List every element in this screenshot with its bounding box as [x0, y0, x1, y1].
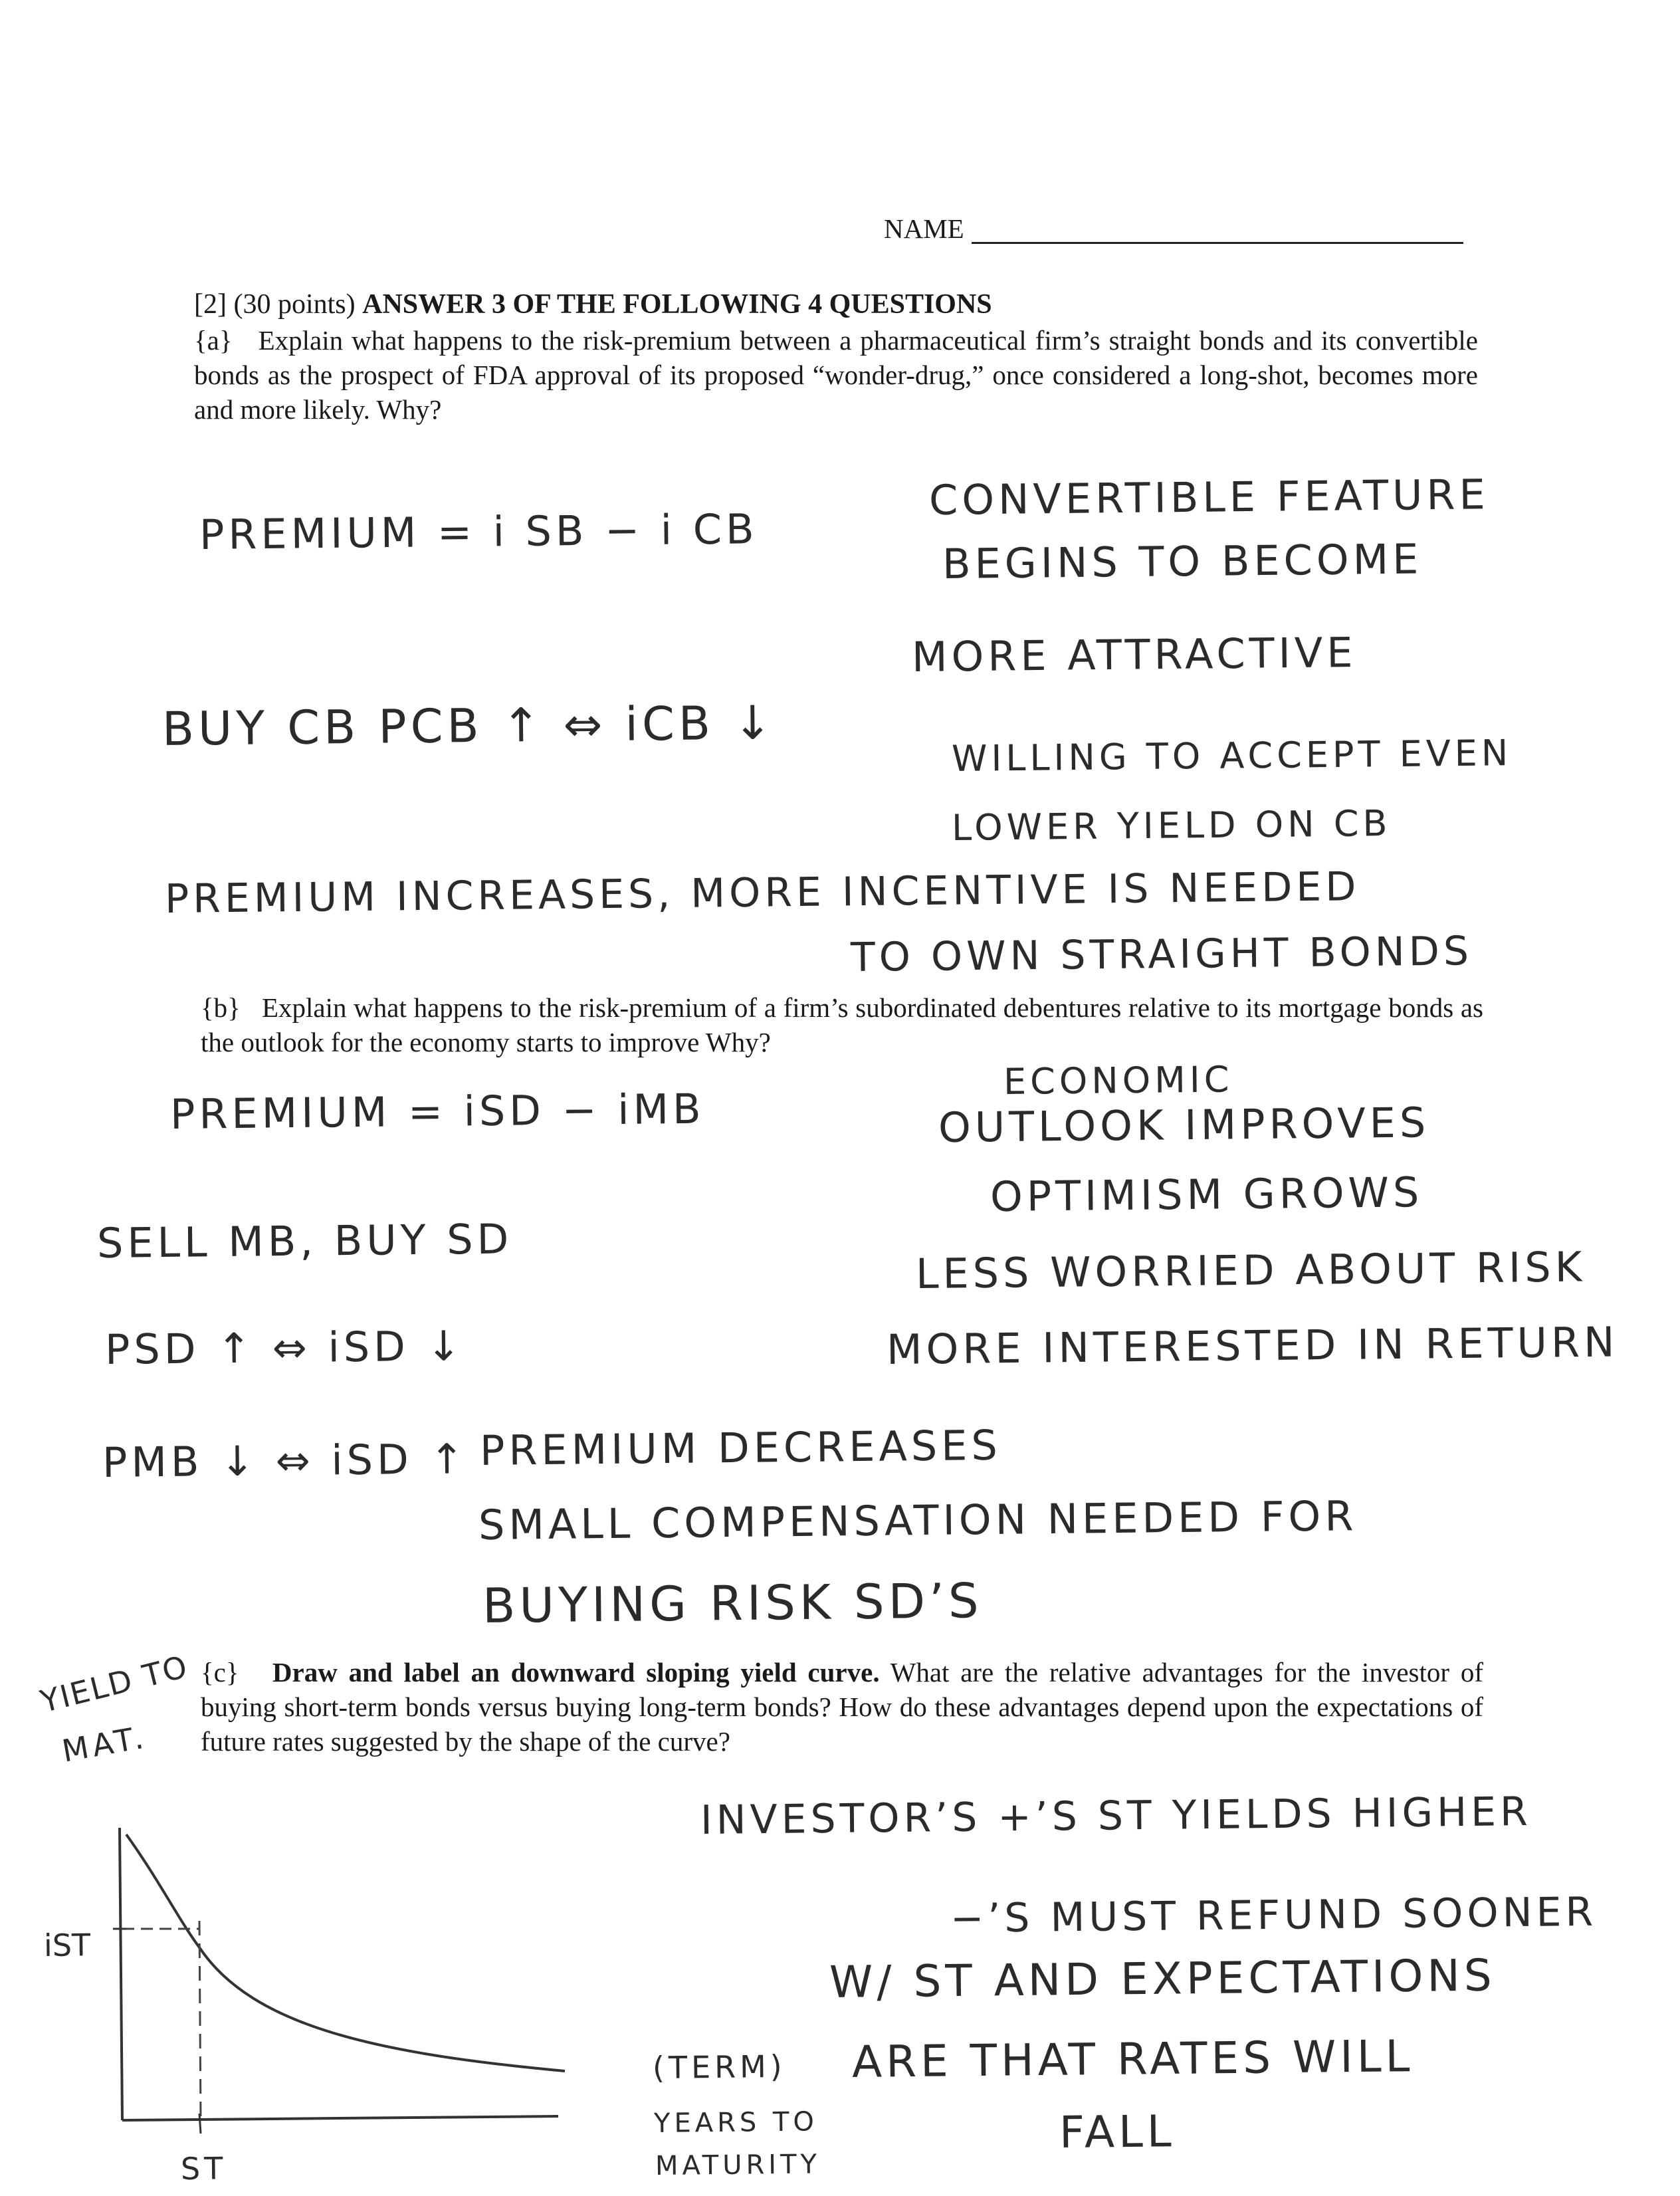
answer-b-trade: SELL MB, BUY SD: [96, 1214, 513, 1267]
graph-x-axis-label-3: MATURITY: [655, 2149, 821, 2181]
graph-x-tick-label: ST: [180, 2150, 227, 2187]
question-a-tag: {a}: [194, 325, 233, 356]
answer-b-outlook-3: OPTIMISM GROWS: [990, 1168, 1423, 1221]
answer-b-psd: PSD ↑ ⇔ iSD ↓: [104, 1321, 465, 1374]
question-c-bold-text: Draw and label an downward sloping yield curve.: [272, 1657, 880, 1688]
answer-a-willing-2: LOWER YIELD ON CB: [951, 802, 1392, 849]
answer-b-formula: PREMIUM = iSD − iMB: [169, 1084, 705, 1139]
answer-c-line-2: −’S MUST REFUND SOONER: [950, 1888, 1598, 1942]
answer-b-pmb: PMB ↓ ⇔ iSD ↑: [102, 1434, 469, 1487]
question-a-text: Explain what happens to the risk-premium between a pharmaceutical firm’s straight bonds and its convertible bonds as the prospect of FDA approval of its proposed “wonder-drug,” once considered a long-shot, becomes more and more likely. Why?: [194, 325, 1479, 425]
question-b-text: Explain what happens to the risk-premium of a firm’s subordinated debentures relative to its mortgage bonds as the outlook for the economy starts to improve Why?: [201, 992, 1483, 1057]
answer-b-outlook-5: MORE INTERESTED IN RETURN: [886, 1317, 1619, 1374]
question-a: [194, 323, 1478, 427]
answer-b-outlook-1: ECONOMIC: [1003, 1058, 1233, 1103]
answer-c-line-4: ARE THAT RATES WILL: [851, 2031, 1414, 2088]
yield-curve-graph: [100, 1821, 645, 2167]
y-axis: [120, 1828, 122, 2120]
graph-x-axis-label-1: (TERM): [652, 2048, 786, 2086]
question-b: [201, 990, 1483, 1059]
answer-b-outlook-2: OUTLOOK IMPROVES: [938, 1098, 1430, 1152]
answer-c-line-5: FALL: [1059, 2106, 1176, 2158]
graph-y-axis-label-2: MAT.: [59, 1719, 150, 1769]
answer-a-conclusion-2: TO OWN STRAIGHT BONDS: [850, 928, 1473, 981]
answer-a-formula: PREMIUM = i SB − i CB: [199, 504, 758, 559]
graph-y-axis-label-1: YIELD TO: [37, 1648, 192, 1720]
graph-x-axis-label-2: YEARS TO: [653, 2106, 819, 2139]
answer-a-buy-line: BUY CB PCB ↑ ⇔ iCB ↓: [161, 695, 777, 756]
section-heading: [194, 287, 992, 322]
name-blank-line[interactable]: [972, 242, 1463, 244]
answer-b-conclusion-2: SMALL COMPENSATION NEEDED FOR: [478, 1491, 1358, 1549]
answer-b-outlook-4: LESS WORRIED ABOUT RISK: [915, 1242, 1586, 1298]
answer-a-willing-1: WILLING TO ACCEPT EVEN: [951, 732, 1513, 780]
question-c: [201, 1655, 1483, 1759]
st-dashed-guide: [199, 1921, 201, 2120]
name-label: NAME: [884, 213, 964, 244]
x-axis: [122, 2116, 558, 2120]
yield-curve-svg: [100, 1821, 645, 2167]
section-number: [2]: [194, 289, 227, 320]
answer-a-note-1: CONVERTIBLE FEATURE: [928, 470, 1490, 524]
question-c-tag: {c}: [201, 1657, 239, 1688]
answer-b-conclusion-3: BUYING RISK SD’S: [482, 1573, 984, 1634]
section-instruction: ANSWER 3 OF THE FOLLOWING 4 QUESTIONS: [362, 289, 992, 320]
answer-b-conclusion-1: PREMIUM DECREASES: [479, 1420, 1002, 1475]
yield-curve-line: [126, 1834, 565, 2071]
answer-a-note-2: BEGINS TO BECOME: [942, 534, 1423, 588]
answer-c-line-3: W/ ST AND EXPECTATIONS: [829, 1949, 1497, 2008]
x-tick-mark: [199, 2114, 201, 2134]
answer-a-note-3: MORE ATTRACTIVE: [911, 627, 1357, 681]
answer-a-conclusion-1: PREMIUM INCREASES, MORE INCENTIVE IS NEEDED: [164, 863, 1360, 923]
graph-y-tick-label: iST: [43, 1927, 91, 1963]
question-b-tag: {b}: [201, 992, 241, 1023]
question-c-text: What are the relative advantages for the investor of buying short-term bonds versus buying long-term bonds? How do these advantages depend upon the expectations of future rates suggested by the shape of the curve?: [201, 1657, 1483, 1757]
answer-c-line-1: INVESTOR’S +’S ST YIELDS HIGHER: [700, 1788, 1532, 1844]
section-points: (30 points): [233, 289, 356, 320]
